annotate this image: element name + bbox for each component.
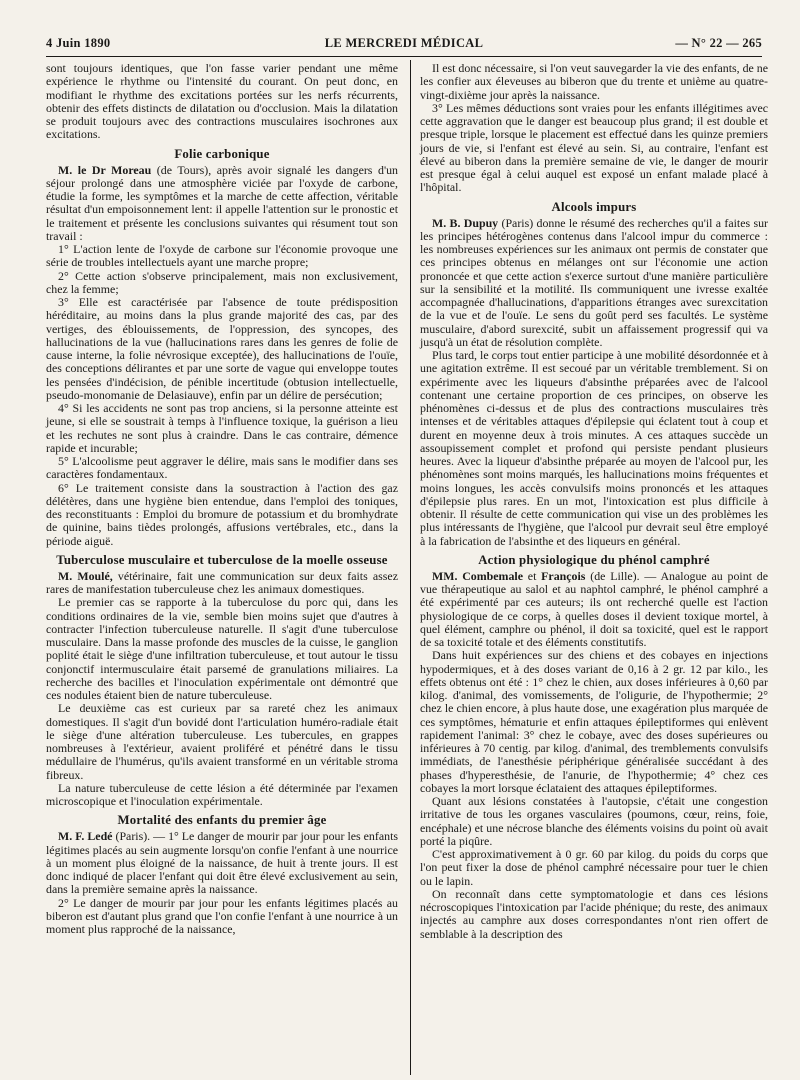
paragraph: Dans huit expériences sur des chiens et des cobayes en injections hypodermiques, et à des doses variant de 0,16 à 2 gr. 12 par kilo., les effets obtenus ont été : 1° chez le chien, aux doses inférieures à 0,60 par kilog. d'animal, des vomissements, de l'oligurie, de l'hypothermie; 2° chez le chien encore, à plus haute dose, une exagération plus marquée de ces symptômes, hématurie et enfin attaques épileptiformes qui enlèvent rapidement l'animal: 3° chez le cobaye, avec des doses supérieures ou inférieures à 70 centig. par kilog. d'animal, des tremblements convulsifs immédiats, de l'anesthésie périphérique généralisée succédant à des phases d'hyperesthésie, de l'anurie, de l'hypothermie; 4° chez ces cobayes la mort lorsque éclataient des attaques épileptiformes. [420, 648, 768, 795]
paragraph: On reconnaît dans cette symptomatologie et dans ces lésions nécroscopiques l'intoxication par l'acide phénique; du reste, des animaux injectés au camphre aux doses correspondantes n'ont rien offert de semblable à la description des [420, 886, 768, 941]
paragraph-text: (de Lille). — Analogue au point de vue thérapeutique au salol et au naphtol camphré, le phénol camphré a été expérimenté par ces auteurs; ils ont recherché quelle est l'action physiologique de ce corps, à quelles doses il devient toxique mortel, à quel élément, camphre ou phénol, il doit sa toxicité, quel est le rapport de sa toxicité totale et des éléments constitutifs. [420, 568, 768, 649]
paragraph: 4° Si les accidents ne sont pas trop anciens, si la personne atteinte est jeune, si elle se soustrait à temps à l'influence toxique, la guérison a lieu et les rechutes ne sont plus à craindre. Dans le cas contraire, démence rapide et incurable; [46, 401, 398, 455]
author-name: M. le Dr Moreau [58, 162, 152, 177]
paragraph-text: vétérinaire, fait une communication sur deux faits assez rares de manifestation tuberculeuse chez les animaux domestiques. [46, 568, 398, 596]
author-name: M. B. Dupuy [432, 215, 499, 230]
issue-number: — N° 22 — 265 [675, 36, 762, 50]
author-name-2: François [541, 568, 586, 583]
paragraph: 2° Le danger de mourir par jour pour les enfants légitimes placés au biberon est d'autant plus grand que l'on confie l'enfant à une nourrice à un moment plus rapproché de la naissance, [46, 895, 398, 936]
section-title-folie-carbonique: Folie carbonique [174, 146, 270, 161]
paragraph: Le premier cas se rapporte à la tuberculose du porc qui, dans les conditions ordinaires de la vie, semble bien moins sujet que d'autres à contracter l'infection tuberculeuse naturelle. Il s'agit d'une tuberculose musculaire. Dans la masse profonde des muscles de la cuisse, le ganglion poplité était le siège d'une infiltration tuberculeuse, et tout autour le tissu conjonctif intermusculaire était parsemé de granulations miliaires. La recherche des bacilles et l'inoculation expérimentale ont démontré que ces nodules étaient bien de nature tuberculeuse. [46, 595, 398, 702]
paragraph: C'est approximativement à 0 gr. 60 par kilog. du poids du corps que l'on peut fixer la dose de phénol camphré nécessaire pour tuer le chien ou le lapin. [420, 847, 768, 888]
paragraph: 2° Cette action s'observe principalement, mais non exclusivement, chez la femme; [46, 268, 398, 296]
paragraph: Le deuxième cas est curieux par sa rareté chez les animaux domestiques. Il s'agit d'un bovidé dont l'articulation huméro-radiale était le siège d'une altération tuberculeuse. Les tubercules, en grappes nombreuses à l'extérieur, avaient proliféré et pénétré dans le tissu médullaire de l'humérus, qu'ils avaient transformé en un véritable stroma fibreux. [46, 701, 398, 782]
paragraph: 3° Elle est caractérisée par l'absence de toute prédisposition héréditaire, au moins dans la plus grande majorité des cas, par des vertiges, des éblouissements, de l'oppression, des syncopes, des hallucinations de la vue (hallucinations rares dans les genres de folie de cause interne, la folie névrosique exceptée), des hallucinations de l'ouïe, des conceptions délirantes et par une sorte de vague qui enveloppe toutes les pensées d'indécision, de pénible incertitude (obtusion intellectuelle, pseudo-monomanie de Delasiauve), enfin par un délire de persécution; [46, 295, 398, 402]
column-divider [410, 60, 411, 1075]
paragraph [420, 217, 768, 350]
paragraph: Il est donc nécessaire, si l'on veut sauvegarder la vie des enfants, de ne les confier aux éleveuses au biberon que du trente et unième au quatre-vingt-dixième jour après la naissance. [420, 61, 768, 102]
paragraph: Plus tard, le corps tout entier participe à une mobilité désordonnée et à une agitation extrême. Il est secoué par un véritable tremblement. Si on expérimente avec les liqueurs d'absinthe préparées avec de l'alcool contenant une certaine proportion de ces principes, on observe les phénomènes ci-dessus et de plus des contractions musculaires très intenses et de véritables attaques d'épilepsie qui éclatent tout à coup et durent en moyenne deux à trois minutes. A ces attaques succède un assoupissement complet et profond qui persiste pendant plusieurs heures. Avec la liqueur d'absinthe préparée au moyen de l'alcool pur, les phénomènes sont moins marqués, les hallucinations moins fréquentes et moins longues, les accès convulsifs moins prononcés et les attaques d'épilepsie plus rares. En un mot, l'intoxication est plus difficile à obtenir. Il résulte de cette communication qui vise un des problèmes les plus intéressants de l'hygiène, que l'alcool pur devrait seul être employé à la fabrication de l'absinthe et des liqueurs en général. [420, 348, 768, 548]
paragraph-text: (Paris) donne le résumé des recherches qu'il a faites sur les principes hétérogènes contenus dans l'alcool impur du commerce : les nombreuses expériences sur les animaux ont permis de constater que ces principes obtenus en mélanges ont sur l'économie une action prononcée et que cette action s'exerce surtout d'une manière particulière sur la sensibilité et la motilité. Ils communiquent une ivresse exaltée accompagnée d'hallucinations, d'apparitions étranges avec surexcitation de la vue et de l'ouïe. Le sens du goût perd ses facultés. Le système musculaire, d'abord surexcité, subit un affaissement progressif qui va jusqu'à un état de résolution complète. [420, 215, 769, 349]
paragraph [46, 164, 398, 244]
author-conjunction: et [522, 568, 542, 583]
paragraph: 6° Le traitement consiste dans la soustraction à l'action des gaz délétères, dans une hygiène bien entendue, dans l'emploi des toniques, des reconstituants : Emploi du bromure de potassium et du bromhydrate de quinine, bains tièdes prolongés, affusions vertébrales, etc., dans la période aiguë. [46, 480, 398, 548]
section-title-mortalite: Mortalité des enfants du premier âge [117, 813, 327, 828]
right-column [420, 62, 768, 941]
paragraph: Quant aux lésions constatées à l'autopsie, c'était une congestion irritative de tous les organes vasculaires (poumons, cœur, reins, foie, encéphale) et une nécrose blanche des éléments voisins du point où avait porté la piqûre. [420, 794, 768, 848]
journal-title: LE MERCREDI MÉDICAL [324, 36, 484, 50]
paragraph: La nature tuberculeuse de cette lésion a été déterminée par l'examen microscopique et l'inoculation expérimentale. [46, 780, 398, 808]
author-name: M. Moulé, [58, 568, 113, 583]
paragraph [46, 570, 398, 597]
running-header [46, 36, 762, 52]
issue-date: 4 Juin 1890 [46, 36, 111, 50]
section-title-phenol-camphre: Action physiologique du phénol camphré [478, 552, 710, 567]
paragraph: 5° L'alcoolisme peut aggraver le délire, mais sans le modifier dans ses caractères fondamentaux. [46, 454, 398, 482]
left-column [46, 62, 398, 936]
paragraph: 3° Les mêmes déductions sont vraies pour les enfants illégitimes avec cette aggravation que le danger est beaucoup plus grand; il est double et presque triple, lorsque le placement est effectué dans les quinze premiers jours de vie, si l'enfant est élevé au sein. Si, au contraire, l'enfant est élevé au biberon dans la première semaine de vie, le danger de mourir est presque égal à celui auquel est exposé un enfant malade placé à l'hôpital. [420, 100, 768, 195]
paragraph [46, 830, 398, 896]
paragraph-text: (de Tours), après avoir signalé les dangers d'un séjour prolongé dans une atmosphère viciée par l'oxyde de carbone, étudie la forme, les symptômes et la marche de cette affection, véritable résultat d'un empoisonnement lent: il appelle l'attention sur le pronostic et le traitement et présente les conclusions suivantes qui résument tout son travail : [46, 162, 398, 243]
author-name: M. F. Ledé [58, 829, 113, 844]
paragraph-text: (Paris). — 1° Le danger de mourir par jour pour les enfants légitimes placés au sein augmente lorsqu'on confie l'enfant à une nourrice à un moment plus éloigné de la naissance, de huit à trente jours. Il est donc indiqué de placer l'enfant qui doit être élevé exclusivement au sein, dans la première semaine après la naissance. [46, 829, 398, 897]
paragraph [420, 570, 768, 650]
section-title-alcools-impurs: Alcools impurs [551, 199, 637, 214]
section-title-tuberculose: Tuberculose musculaire et tuberculose de la moelle osseuse [56, 552, 388, 567]
paragraph: sont toujours identiques, que l'on fasse varier pendant une même expérience le rhythme ou l'intensité du courant. On peut donc, en modifiant le rhythme des excitations portées sur les nerfs récurrents, obtenir des effets distincts de dilatation ou d'occlusion. Mais la dilatation se produit toujours avec des contractions musculaires isochrones aux excitations. [46, 61, 398, 142]
author-name: MM. Combemale [432, 568, 523, 583]
header-rule [46, 56, 762, 57]
paragraph: 1° L'action lente de l'oxyde de carbone sur l'économie provoque une série de troubles intellectuels ayant une marche propre; [46, 242, 398, 270]
